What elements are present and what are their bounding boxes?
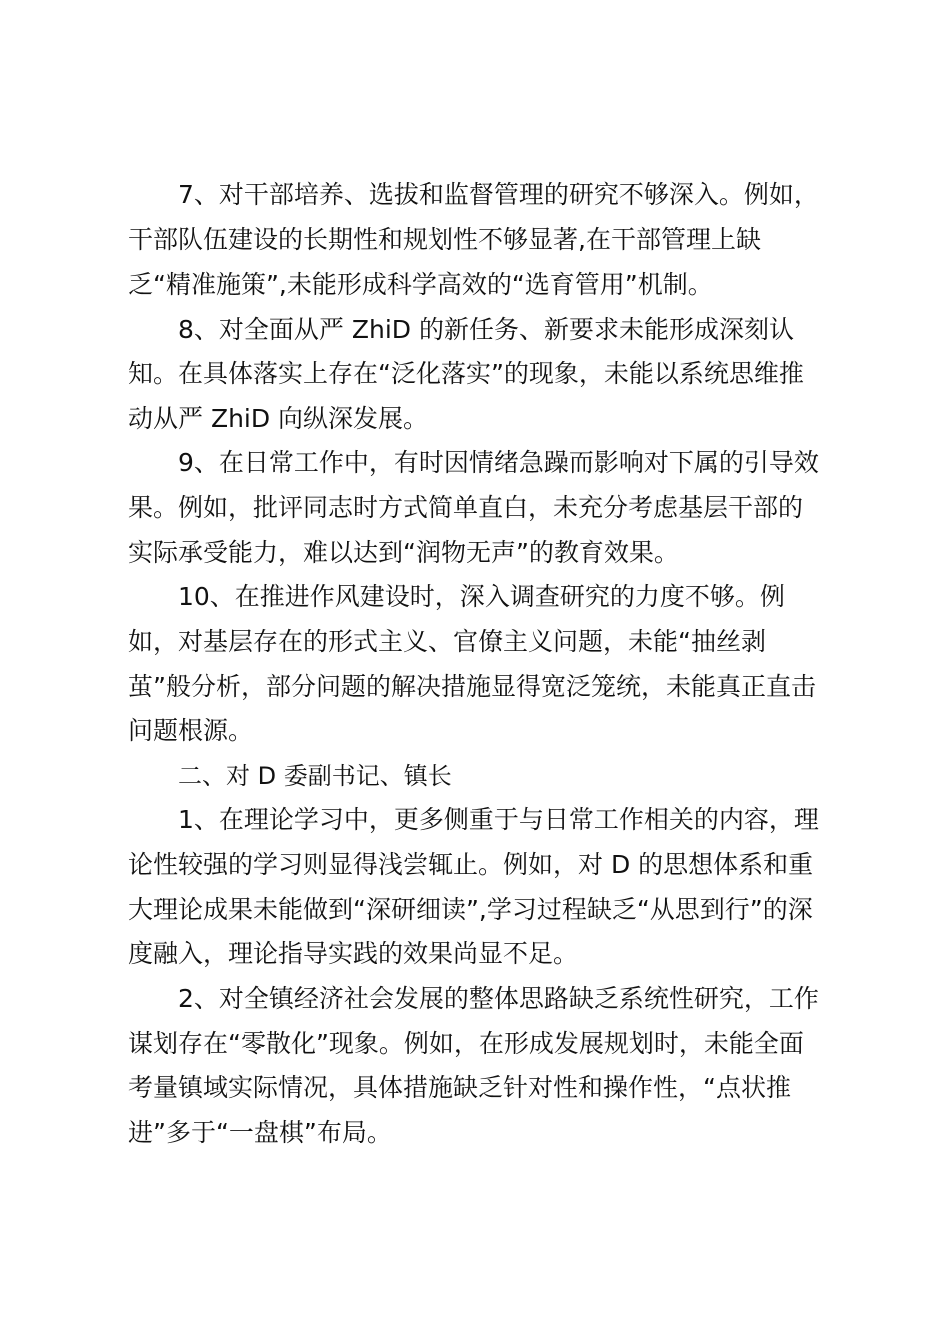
text-line: 茧”般分析，部分问题的解决措施显得宽泛笼统，未能真正直击	[128, 672, 816, 701]
text-line: 度融入，理论指导实践的效果尚显不足。	[128, 939, 579, 968]
text-line: 动从严 ZhiD 向纵深发展。	[128, 404, 429, 433]
text-line: 9、在日常工作中，有时因情绪急躁而影响对下属的引导效	[178, 448, 819, 477]
text-line: 如，对基层存在的形式主义、官僚主义问题，未能“抽丝剥	[128, 627, 766, 656]
text-line: 果。例如，批评同志时方式简单直白，未充分考虑基层干部的	[128, 493, 804, 522]
text-line: 8、对全面从严 ZhiD 的新任务、新要求未能形成深刻认	[178, 315, 794, 344]
text-line: 考量镇域实际情况，具体措施缺乏针对性和操作性，“点状推	[128, 1073, 791, 1102]
text-line: 实际承受能力，难以达到“润物无声”的教育效果。	[128, 538, 679, 567]
section-heading-text: 二、对 D 委副书记、镇长	[178, 762, 452, 790]
text-line: 1、在理论学习中，更多侧重于与日常工作相关的内容，理	[178, 805, 819, 834]
text-line: 2、对全镇经济社会发展的整体思路缺乏系统性研究，工作	[178, 984, 819, 1013]
text-line: 知。在具体落实上存在“泛化落实”的现象，未能以系统思维推	[128, 359, 804, 388]
text-line: 谋划存在“零散化”现象。例如，在形成发展规划时，未能全面	[128, 1029, 804, 1058]
text-line: 干部队伍建设的长期性和规划性不够显著,在干部管理上缺	[128, 225, 761, 254]
text-line: 10、在推进作风建设时，深入调查研究的力度不够。例	[178, 582, 785, 611]
text-line: 乏“精准施策”,未能形成科学高效的“选育管用”机制。	[128, 270, 713, 299]
text-line: 进”多于“一盘棋”布局。	[128, 1118, 392, 1147]
text-line: 论性较强的学习则显得浅尝辄止。例如，对 D 的思想体系和重	[128, 850, 814, 879]
text-line: 问题根源。	[128, 716, 254, 745]
text-line: 大理论成果未能做到“深研细读”,学习过程缺乏“从思到行”的深	[128, 895, 813, 924]
text-line: 7、对干部培养、选拔和监督管理的研究不够深入。例如，	[178, 180, 819, 209]
